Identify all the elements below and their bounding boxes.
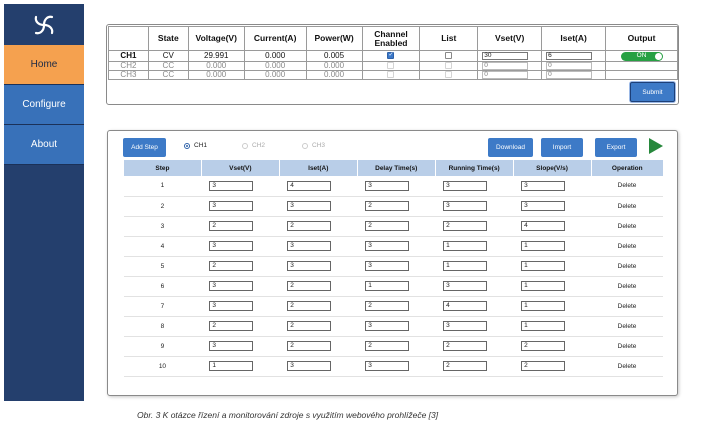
header-step: Step — [124, 160, 202, 176]
step-iset-input[interactable]: 2 — [287, 301, 331, 311]
step-number: 6 — [160, 282, 165, 290]
step-cell — [201, 336, 279, 356]
step-delete-button[interactable]: Delete — [617, 362, 637, 370]
step-delete-button[interactable]: Delete — [617, 202, 637, 210]
step-number: 9 — [160, 342, 165, 350]
step-delete-button[interactable]: Delete — [617, 322, 637, 330]
step-running-input[interactable]: 2 — [443, 361, 487, 371]
step-iset-input[interactable]: 2 — [287, 321, 331, 331]
step-slope-input[interactable]: 1 — [521, 261, 565, 271]
channel-label: CH3 — [109, 70, 149, 79]
step-cell — [279, 256, 357, 276]
step-cell — [435, 296, 513, 316]
step-vset-input[interactable]: 1 — [209, 361, 253, 371]
step-iset-input[interactable]: 2 — [287, 281, 331, 291]
step-cell — [279, 176, 357, 196]
radio-ch1[interactable] — [184, 142, 207, 149]
step-cell — [357, 356, 435, 376]
step-delay-input[interactable]: 2 — [365, 301, 409, 311]
step-running-input[interactable]: 3 — [443, 321, 487, 331]
step-cell — [124, 336, 202, 356]
step-iset-input[interactable]: 3 — [287, 241, 331, 251]
channel-status-table — [108, 26, 678, 80]
radio-selected-icon — [184, 143, 190, 149]
header-current: Current(A) — [244, 27, 306, 51]
output-cell — [606, 70, 678, 79]
step-running-input[interactable]: 1 — [443, 241, 487, 251]
step-cell — [124, 236, 202, 256]
step-running-input[interactable]: 1 — [443, 261, 487, 271]
voltage-value: 0.000 — [188, 61, 244, 70]
step-cell — [279, 216, 357, 236]
list-cell — [420, 70, 478, 79]
step-delete-button[interactable]: Delete — [617, 242, 637, 250]
step-cell — [357, 196, 435, 216]
power-value: 0.000 — [306, 70, 362, 79]
header-channel — [109, 27, 149, 51]
step-cell — [591, 296, 663, 316]
channel-enabled-checkbox[interactable] — [387, 71, 394, 78]
step-cell — [357, 316, 435, 336]
radio-unselected-icon — [302, 143, 308, 149]
step-delete-button[interactable]: Delete — [617, 182, 637, 190]
iset-cell — [542, 51, 606, 62]
step-cell — [201, 216, 279, 236]
state-value: CV — [148, 51, 188, 62]
step-cell — [591, 216, 663, 236]
status-row-ch2 — [109, 61, 678, 70]
swirl-logo-icon — [30, 11, 58, 39]
step-row — [124, 276, 664, 296]
add-step-button[interactable]: Add Step — [123, 138, 166, 157]
step-delete-button[interactable]: Delete — [617, 302, 637, 310]
step-cell — [201, 196, 279, 216]
step-cell — [591, 336, 663, 356]
toggle-knob — [655, 53, 662, 60]
step-cell — [357, 216, 435, 236]
channel-enabled-cell — [362, 70, 420, 79]
list-checkbox[interactable] — [445, 71, 452, 78]
header-state: State — [148, 27, 188, 51]
step-cell — [591, 316, 663, 336]
status-row-ch1 — [109, 51, 678, 62]
step-delay-input[interactable]: 2 — [365, 221, 409, 231]
step-iset-input[interactable]: 3 — [287, 361, 331, 371]
step-vset-input[interactable]: 3 — [209, 201, 253, 211]
radio-label: CH1 — [194, 142, 208, 149]
step-slope-input[interactable]: 3 — [521, 201, 565, 211]
header-iset: Iset(A) — [279, 160, 357, 176]
state-value: CC — [148, 70, 188, 79]
voltage-value: 0.000 — [188, 70, 244, 79]
step-cell — [591, 356, 663, 376]
step-cell — [513, 316, 591, 336]
vset-input[interactable]: 30 — [482, 52, 528, 60]
iset-cell — [542, 61, 606, 70]
step-cell — [279, 196, 357, 216]
channel-enabled-checkbox[interactable] — [387, 52, 394, 59]
header-vset: Vset(V) — [201, 160, 279, 176]
header-running-time: Running Time(s) — [435, 160, 513, 176]
voltage-value: 29.991 — [188, 51, 244, 62]
step-iset-input[interactable]: 2 — [287, 341, 331, 351]
step-cell — [201, 316, 279, 336]
step-cell — [201, 296, 279, 316]
list-cell — [420, 51, 478, 62]
list-checkbox[interactable] — [445, 62, 452, 69]
header-output: Output — [606, 27, 678, 51]
header-list: List — [420, 27, 478, 51]
status-header-row — [109, 27, 678, 51]
submit-button[interactable]: Submit — [630, 82, 675, 102]
output-cell — [606, 51, 678, 62]
step-cell — [124, 196, 202, 216]
step-slope-input[interactable]: 4 — [521, 221, 565, 231]
step-cell — [279, 296, 357, 316]
iset-input[interactable]: 6 — [546, 52, 592, 60]
step-cell — [591, 276, 663, 296]
step-running-input[interactable]: 2 — [443, 341, 487, 351]
play-icon[interactable] — [649, 138, 663, 154]
step-cell — [513, 276, 591, 296]
nav-configure[interactable]: Configure — [4, 85, 84, 125]
current-value: 0.000 — [244, 51, 306, 62]
step-vset-input[interactable]: 3 — [209, 281, 253, 291]
nav-about[interactable]: About — [4, 125, 84, 165]
step-cell — [201, 176, 279, 196]
step-vset-input[interactable]: 2 — [209, 221, 253, 231]
step-number: 10 — [158, 362, 167, 370]
step-cell — [279, 336, 357, 356]
step-iset-input[interactable]: 3 — [287, 261, 331, 271]
step-cell — [435, 216, 513, 236]
channel-label: CH2 — [109, 61, 149, 70]
step-row — [124, 316, 664, 336]
step-cell — [435, 196, 513, 216]
step-cell — [124, 256, 202, 276]
step-row — [124, 356, 664, 376]
step-number: 4 — [160, 242, 165, 250]
iset-input[interactable]: 0 — [546, 71, 592, 79]
step-cell — [513, 216, 591, 236]
step-row — [124, 176, 664, 196]
step-number: 3 — [160, 222, 165, 230]
step-vset-input[interactable]: 2 — [209, 321, 253, 331]
steps-header-row — [124, 160, 664, 176]
step-row — [124, 196, 664, 216]
step-row — [124, 256, 664, 276]
step-cell — [513, 176, 591, 196]
step-row — [124, 336, 664, 356]
download-button[interactable]: Download — [488, 138, 533, 157]
radio-ch3[interactable] — [302, 142, 325, 149]
step-cell — [435, 176, 513, 196]
radio-ch2[interactable] — [242, 142, 265, 149]
state-value: CC — [148, 61, 188, 70]
step-iset-input[interactable]: 3 — [287, 201, 331, 211]
vset-input[interactable]: 0 — [482, 62, 528, 70]
step-delete-button[interactable]: Delete — [617, 262, 637, 270]
radio-label: CH2 — [252, 142, 266, 149]
step-iset-input[interactable]: 4 — [287, 181, 331, 191]
step-delay-input[interactable]: 3 — [365, 241, 409, 251]
step-cell — [124, 216, 202, 236]
header-slope: Slope(V/s) — [513, 160, 591, 176]
step-delay-input[interactable]: 3 — [365, 321, 409, 331]
header-channel-enabled: Channel Enabled — [362, 27, 420, 51]
step-slope-input[interactable]: 1 — [521, 321, 565, 331]
step-cell — [435, 256, 513, 276]
step-cell — [279, 356, 357, 376]
step-cell — [435, 276, 513, 296]
step-cell — [435, 316, 513, 336]
step-row — [124, 216, 664, 236]
step-cell — [357, 276, 435, 296]
step-cell — [124, 356, 202, 376]
step-slope-input[interactable]: 2 — [521, 341, 565, 351]
step-number: 1 — [160, 182, 165, 190]
step-cell — [124, 296, 202, 316]
logo — [4, 4, 84, 45]
step-slope-input[interactable]: 1 — [521, 281, 565, 291]
step-slope-input[interactable]: 1 — [521, 241, 565, 251]
step-number: 8 — [160, 322, 165, 330]
iset-cell — [542, 70, 606, 79]
vset-input[interactable]: 0 — [482, 71, 528, 79]
step-number: 7 — [160, 302, 165, 310]
step-number: 2 — [160, 202, 165, 210]
channel-enabled-cell — [362, 51, 420, 62]
step-cell — [279, 316, 357, 336]
step-running-input[interactable]: 4 — [443, 301, 487, 311]
channel-enabled-checkbox[interactable] — [387, 62, 394, 69]
step-cell — [357, 256, 435, 276]
step-cell — [357, 236, 435, 256]
step-cell — [124, 316, 202, 336]
step-running-input[interactable]: 3 — [443, 181, 487, 191]
step-cell — [435, 336, 513, 356]
step-cell — [591, 196, 663, 216]
step-delete-button[interactable]: Delete — [617, 222, 637, 230]
step-cell — [279, 276, 357, 296]
step-cell — [435, 356, 513, 376]
status-row-ch3 — [109, 70, 678, 79]
step-slope-input[interactable]: 3 — [521, 181, 565, 191]
step-delay-input[interactable]: 2 — [365, 201, 409, 211]
step-cell — [124, 276, 202, 296]
step-slope-input[interactable]: 1 — [521, 301, 565, 311]
step-vset-input[interactable]: 3 — [209, 181, 253, 191]
step-cell — [513, 336, 591, 356]
nav-home[interactable]: Home — [4, 45, 84, 85]
step-cell — [513, 256, 591, 276]
export-button[interactable]: Export — [595, 138, 637, 157]
import-button[interactable]: Import — [541, 138, 583, 157]
list-checkbox[interactable] — [445, 52, 452, 59]
step-cell — [357, 176, 435, 196]
step-cell — [513, 356, 591, 376]
sidebar — [4, 4, 84, 401]
step-cell — [591, 256, 663, 276]
header-operation: Operation — [591, 160, 663, 176]
output-toggle-label: ON — [636, 52, 647, 59]
step-cell — [124, 176, 202, 196]
current-value: 0.000 — [244, 61, 306, 70]
vset-cell — [478, 61, 542, 70]
radio-unselected-icon — [242, 143, 248, 149]
iset-input[interactable]: 0 — [546, 62, 592, 70]
step-cell — [201, 276, 279, 296]
header-power: Power(W) — [306, 27, 362, 51]
step-vset-input[interactable]: 3 — [209, 241, 253, 251]
step-cell — [201, 356, 279, 376]
step-cell — [513, 196, 591, 216]
output-cell — [606, 61, 678, 70]
step-cell — [201, 236, 279, 256]
step-cell — [201, 256, 279, 276]
channel-status-panel — [106, 24, 679, 105]
radio-label: CH3 — [312, 142, 326, 149]
header-delay-time: Delay Time(s) — [357, 160, 435, 176]
list-steps-panel — [107, 130, 678, 396]
step-cell — [435, 236, 513, 256]
current-value: 0.000 — [244, 70, 306, 79]
power-value: 0.005 — [306, 51, 362, 62]
steps-table — [123, 160, 663, 377]
step-cell — [513, 236, 591, 256]
step-cell — [357, 296, 435, 316]
step-row — [124, 236, 664, 256]
step-running-input[interactable]: 2 — [443, 221, 487, 231]
step-delay-input[interactable]: 3 — [365, 361, 409, 371]
header-voltage: Voltage(V) — [188, 27, 244, 51]
step-cell — [279, 236, 357, 256]
power-value: 0.000 — [306, 61, 362, 70]
step-delay-input[interactable]: 3 — [365, 181, 409, 191]
channel-enabled-cell — [362, 61, 420, 70]
step-vset-input[interactable]: 2 — [209, 261, 253, 271]
step-delay-input[interactable]: 1 — [365, 281, 409, 291]
step-running-input[interactable]: 3 — [443, 201, 487, 211]
step-vset-input[interactable]: 3 — [209, 341, 253, 351]
step-cell — [513, 296, 591, 316]
step-delete-button[interactable]: Delete — [617, 282, 637, 290]
step-delete-button[interactable]: Delete — [617, 342, 637, 350]
vset-cell — [478, 70, 542, 79]
step-delay-input[interactable]: 2 — [365, 341, 409, 351]
channel-label: CH1 — [109, 51, 149, 62]
step-running-input[interactable]: 3 — [443, 281, 487, 291]
header-vset: Vset(V) — [478, 27, 542, 51]
step-row — [124, 296, 664, 316]
step-cell — [591, 236, 663, 256]
step-delay-input[interactable]: 3 — [365, 261, 409, 271]
step-slope-input[interactable]: 2 — [521, 361, 565, 371]
step-cell — [357, 336, 435, 356]
step-number: 5 — [160, 262, 165, 270]
step-vset-input[interactable]: 3 — [209, 301, 253, 311]
output-toggle[interactable] — [621, 52, 663, 61]
figure-caption: Obr. 3 K otázce řízení a monitorování zdroje s využitím webového prohlížeče [3] — [137, 410, 439, 420]
vset-cell — [478, 51, 542, 62]
step-iset-input[interactable]: 2 — [287, 221, 331, 231]
header-iset: Iset(A) — [542, 27, 606, 51]
list-cell — [420, 61, 478, 70]
step-cell — [591, 176, 663, 196]
